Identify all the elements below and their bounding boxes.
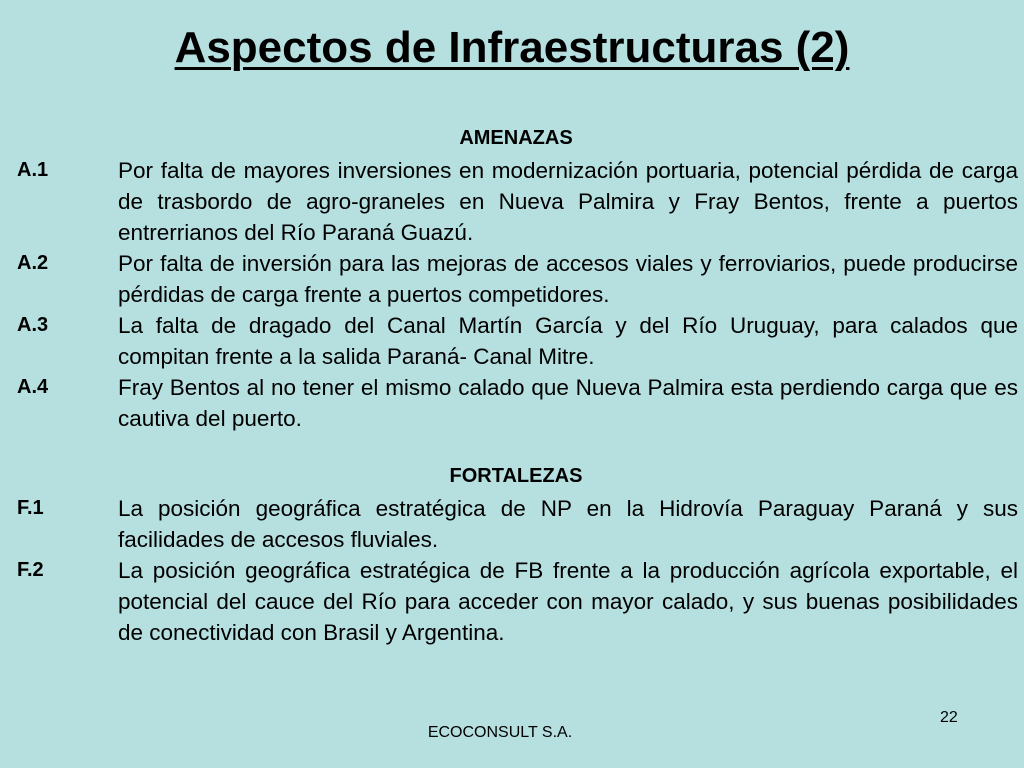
item-code: A.4 xyxy=(17,376,49,398)
item-code: A.2 xyxy=(17,252,49,274)
item-text: La falta de dragado del Canal Martín García y del Río Uruguay, para calados que compitan frente a la salida Paraná- Canal Mitre. xyxy=(118,313,1018,369)
item-text: Por falta de inversión para las mejoras de accesos viales y ferroviarios, puede producirse pérdidas de carga frente a puertos competidores. xyxy=(118,251,1018,307)
item-text: Por falta de mayores inversiones en modernización portuaria, potencial pérdida de carga de trasbordo de agro-graneles en Nueva Palmira y Fray Bentos, frente a puertos entrerrianos del Río Paraná Guazú. xyxy=(118,158,1018,245)
item-text: Fray Bentos al no tener el mismo calado que Nueva Palmira esta perdiendo carga que es cautiva del puerto. xyxy=(118,375,1018,431)
item-text: La posición geográfica estratégica de NP en la Hidrovía Paraguay Paraná y sus facilidades de accesos fluviales. xyxy=(118,496,1018,552)
slide-title: Aspectos de Infraestructuras (2) xyxy=(174,23,850,72)
item-code: F.2 xyxy=(17,559,44,581)
item-code: A.3 xyxy=(17,314,49,336)
amenazas-heading: AMENAZAS xyxy=(459,127,573,149)
item-code: F.1 xyxy=(17,497,44,519)
footer-company: ECOCONSULT S.A. xyxy=(427,724,573,741)
item-code: A.1 xyxy=(17,159,49,181)
page-number: 22 xyxy=(940,709,958,726)
item-text: La posición geográfica estratégica de FB frente a la producción agrícola exportable, el potencial del cauce del Río para acceder con mayor calado, y sus buenas posibilidades de conectividad con Brasil y Argentina. xyxy=(118,558,1018,645)
fortalezas-heading: FORTALEZAS xyxy=(449,465,583,487)
